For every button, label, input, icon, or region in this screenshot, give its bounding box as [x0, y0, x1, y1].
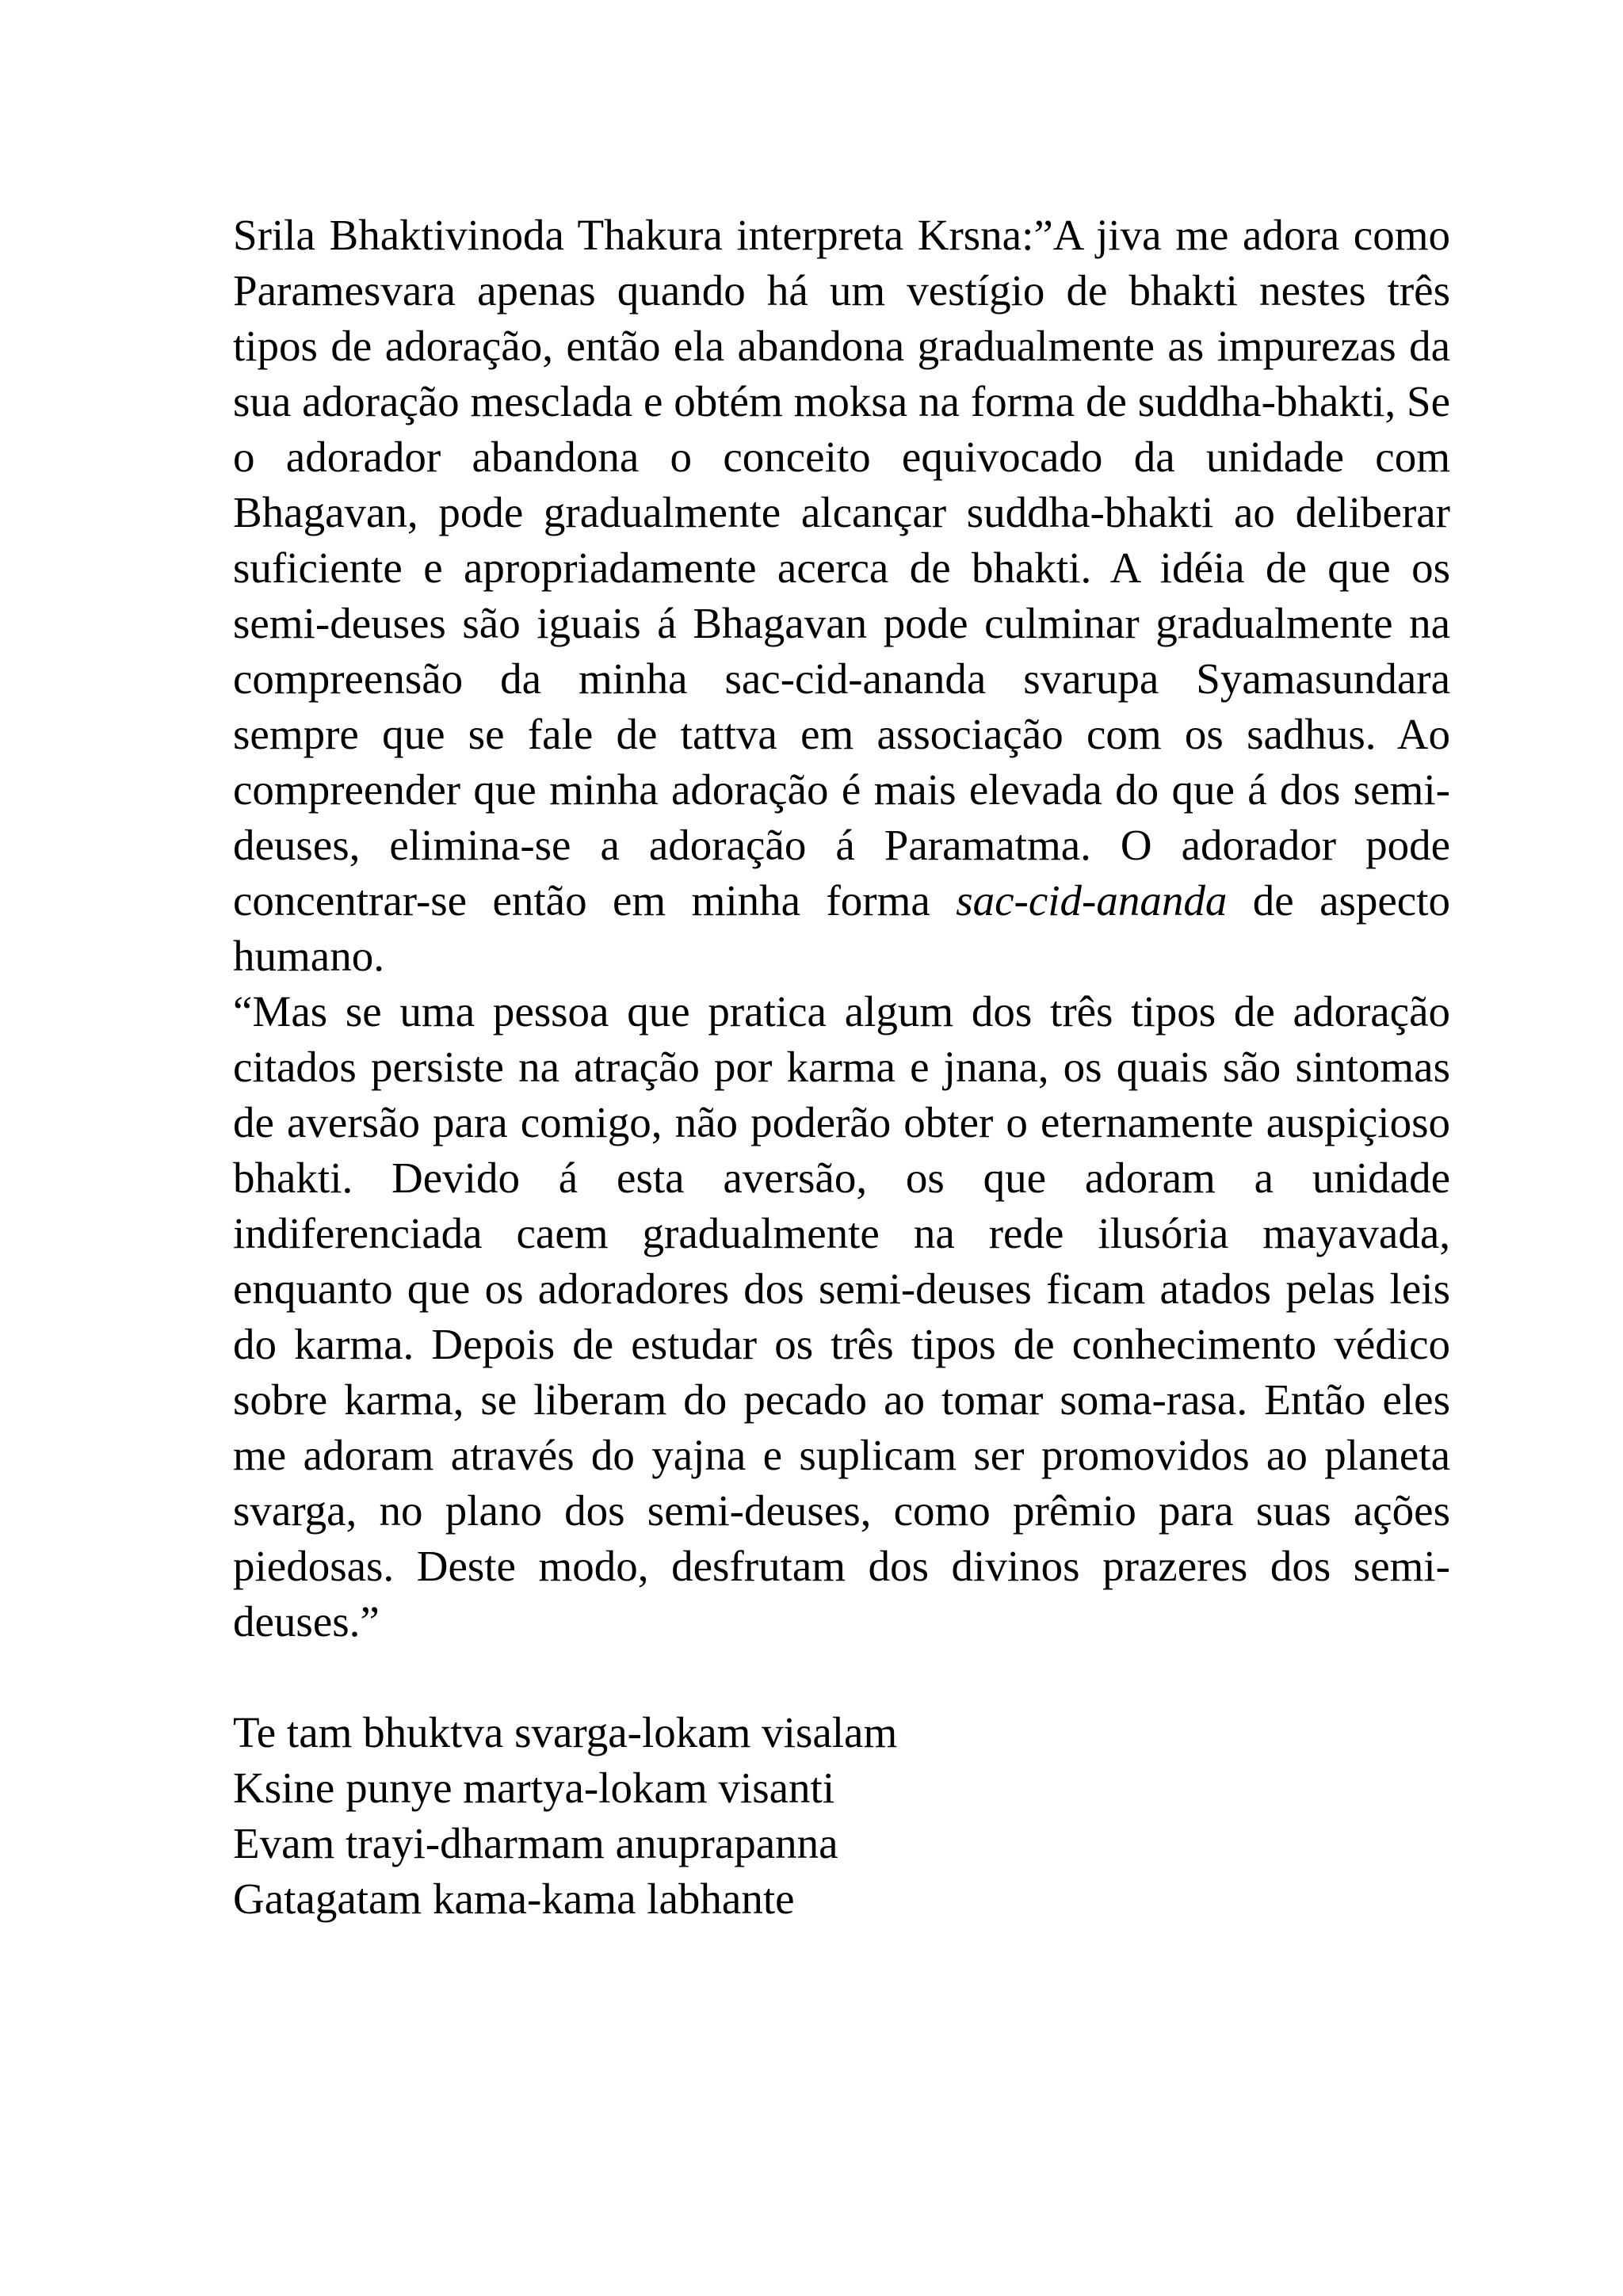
paragraph-commentary-text: Srila Bhaktivinoda Thakura interpreta Krsna:”A jiva me adora como Paramesvara apenas quando há um vestígio de bhakti nestes três tipos de adoração, então ela abandona gradualmente as impurezas da sua adoração mesclada e obtém moksa na forma de suddha-bhakti, Se o adorador abandona o conceito equivocado da unidade com Bhagavan, pode gradualmente alcançar suddha-bhakti ao deliberar suficiente e apropriadamente acerca de bhakti. A idéia de que os semi-deuses são iguais á Bhagavan pode culminar gradualmente na compreensão da minha sac-cid-ananda svarupa Syamasundara sempre que se fale de tattva em associação com os sadhus. Ao compreender que minha adoração é mais elevada do que á dos semi-deuses, elimina-se a adoração á Paramatma. O adorador pode concentrar-se então em minha forma [233, 211, 1450, 925]
paragraph-commentary [233, 208, 1450, 984]
verse-line-4: Gatagatam kama-kama labhante [233, 1875, 795, 1923]
sanskrit-verse [233, 1705, 1450, 1927]
document-page [233, 208, 1450, 1927]
verse-line-1: Te tam bhuktva svarga-lokam visalam [233, 1708, 898, 1756]
verse-line-3: Evam trayi-dharmam anuprapanna [233, 1819, 838, 1867]
paragraph-commentary-end: de aspecto humano. [233, 876, 1450, 980]
italic-term: sac-cid-ananda [956, 876, 1228, 925]
paragraph-quote: “Mas se uma pessoa que pratica algum dos três tipos de adoração citados persiste na atração por karma e jnana, os quais são sintomas de aversão para comigo, não poderão obter o eternamente auspiçioso bhakti. Devido á esta aversão, os que adoram a unidade indiferenciada caem gradualmente na rede ilusória mayavada, enquanto que os adoradores dos semi-deuses ficam atados pelas leis do karma. Depois de estudar os três tipos de conhecimento védico sobre karma, se liberam do pecado ao tomar soma-rasa. Então eles me adoram através do yajna e suplicam ser promovidos ao planeta svarga, no plano dos semi-deuses, como prêmio para suas ações piedosas. Deste modo, desfrutam dos divinos prazeres dos semi-deuses.” [233, 987, 1450, 1646]
verse-line-2: Ksine punye martya-lokam visanti [233, 1764, 835, 1812]
